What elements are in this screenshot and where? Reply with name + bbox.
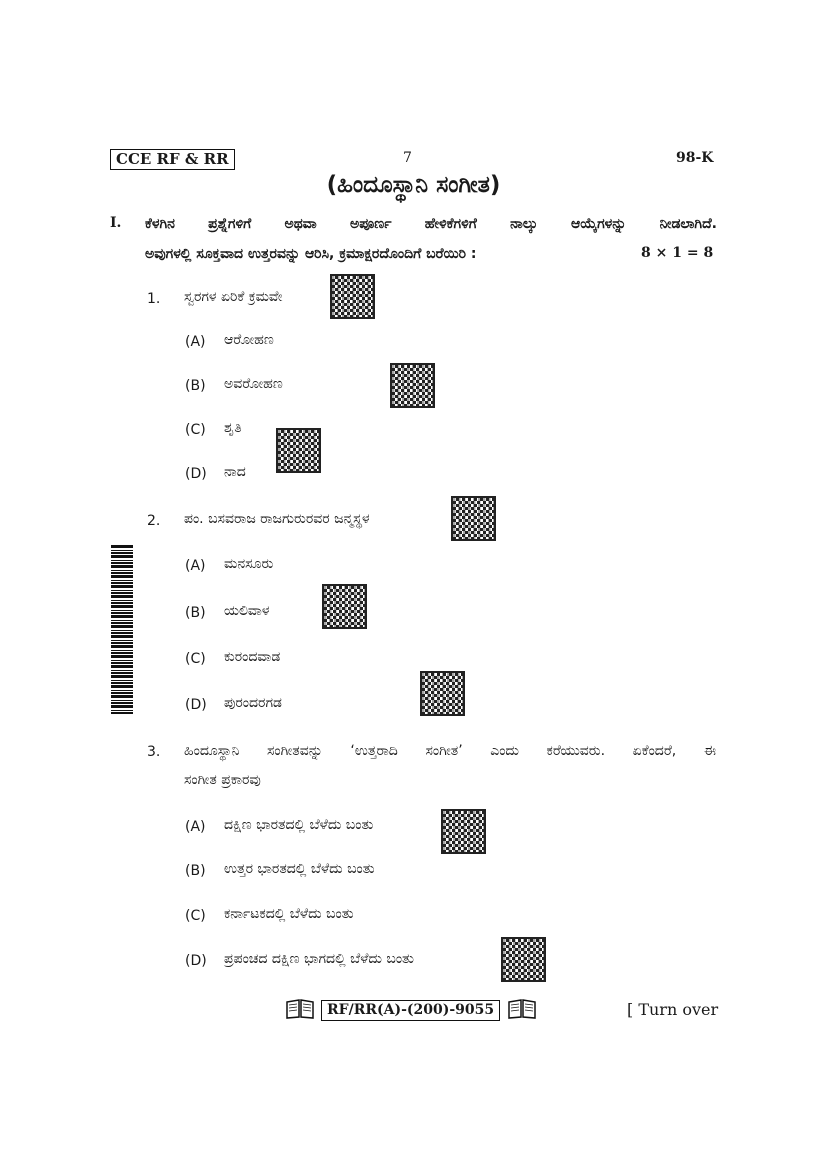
question-text: ಪಂ. ಬಸವರಾಜ ರಾಜಗುರುರವರ ಜನ್ಮಸ್ಥಳ [184,511,370,527]
qr-code-icon [501,937,546,982]
option-text: ಕರ್ನಾಟಕದಲ್ಲಿ ಬೆಳೆದು ಬಂತು [224,906,354,922]
qr-code-icon [441,809,486,854]
option-text: ಅವರೋಹಣ [224,376,283,392]
question-text-line-2: ಸಂಗೀತ ಪ್ರಕಾರವು [184,772,261,788]
qr-code-icon [330,274,375,319]
qr-code-icon [276,428,321,473]
footer-code: RF/RR(A)-(200)-9055 [321,1000,500,1021]
paper-code-right: 98-K [676,150,714,166]
qr-code-icon [420,671,465,716]
section-number: I. [110,215,122,231]
page-title: (ಹಿಂದೂಸ್ಥಾನಿ ಸಂಗೀತ) [326,172,501,198]
marks-scheme: 8 × 1 = 8 [641,245,714,261]
option-letter: (D) [185,697,207,713]
option-text: ಉತ್ತರ ಭಾರತದಲ್ಲಿ ಬೆಳೆದು ಬಂತು [224,861,375,877]
question-number: 2. [147,513,161,529]
option-letter: (C) [185,422,206,438]
option-letter: (A) [185,558,206,574]
qr-code-icon [451,496,496,541]
option-letter: (B) [185,605,206,621]
book-icon [507,998,537,1025]
option-text: ಆರೋಹಣ [224,332,274,348]
option-text: ಮನಸೂರು [224,556,274,572]
book-icon [285,998,315,1025]
qr-code-icon [390,363,435,408]
option-letter: (A) [185,819,206,835]
option-letter: (C) [185,651,206,667]
option-text: ಶೃತಿ [224,420,242,436]
option-text: ಪುರಂದರಗಡ [224,695,282,711]
option-text: ಪ್ರಪಂಚದ ದಕ್ಷಿಣ ಭಾಗದಲ್ಲಿ ಬೆಳೆದು ಬಂತು [224,951,414,967]
qr-code-icon [322,584,367,629]
option-text: ಯಲಿವಾಳ [224,603,270,619]
option-letter: (D) [185,953,207,969]
turn-over-label: [ Turn over [627,1000,719,1019]
barcode-icon [111,544,133,714]
option-text: ನಾದ [224,464,246,480]
option-letter: (A) [185,334,206,350]
question-number: 1. [147,291,161,307]
question-text-line-1: ಹಿಂದೂಸ್ಥಾನಿ ಸಂಗೀತವನ್ನು ‘ಉತ್ತರಾದಿ ಸಂಗೀತ’ ಎಂದು ಕರೆಯುವರು. ಏಕೆಂದರೆ, ಈ [184,743,716,759]
page-number: 7 [403,150,412,166]
option-letter: (B) [185,863,206,879]
option-letter: (D) [185,466,207,482]
paper-code-left: CCE RF & RR [110,149,235,170]
question-text: ಸ್ವರಗಳ ಏರಿಕೆ ಕ್ರಮವೇ [184,289,283,305]
option-letter: (C) [185,908,206,924]
instruction-line-2: ಅವುಗಳಲ್ಲಿ ಸೂಕ್ತವಾದ ಉತ್ತರವನ್ನು ಆರಿಸಿ, ಕ್ರಮಾಕ್ಷರದೊಂದಿಗೆ ಬರೆಯಿರಿ : [145,246,477,262]
instruction-line-1: ಕೆಳಗಿನ ಪ್ರಶ್ನೆಗಳಿಗೆ ಅಥವಾ ಅಪೂರ್ಣ ಹೇಳಿಕೆಗಳಿಗೆ ನಾಲ್ಕು ಆಯ್ಕೆಗಳನ್ನು ನೀಡಲಾಗಿದೆ. [145,216,717,232]
question-number: 3. [147,744,161,760]
option-text: ಕುರಂದವಾಡ [224,649,281,665]
option-letter: (B) [185,378,206,394]
option-text: ದಕ್ಷಿಣ ಭಾರತದಲ್ಲಿ ಬೆಳೆದು ಬಂತು [224,817,374,833]
